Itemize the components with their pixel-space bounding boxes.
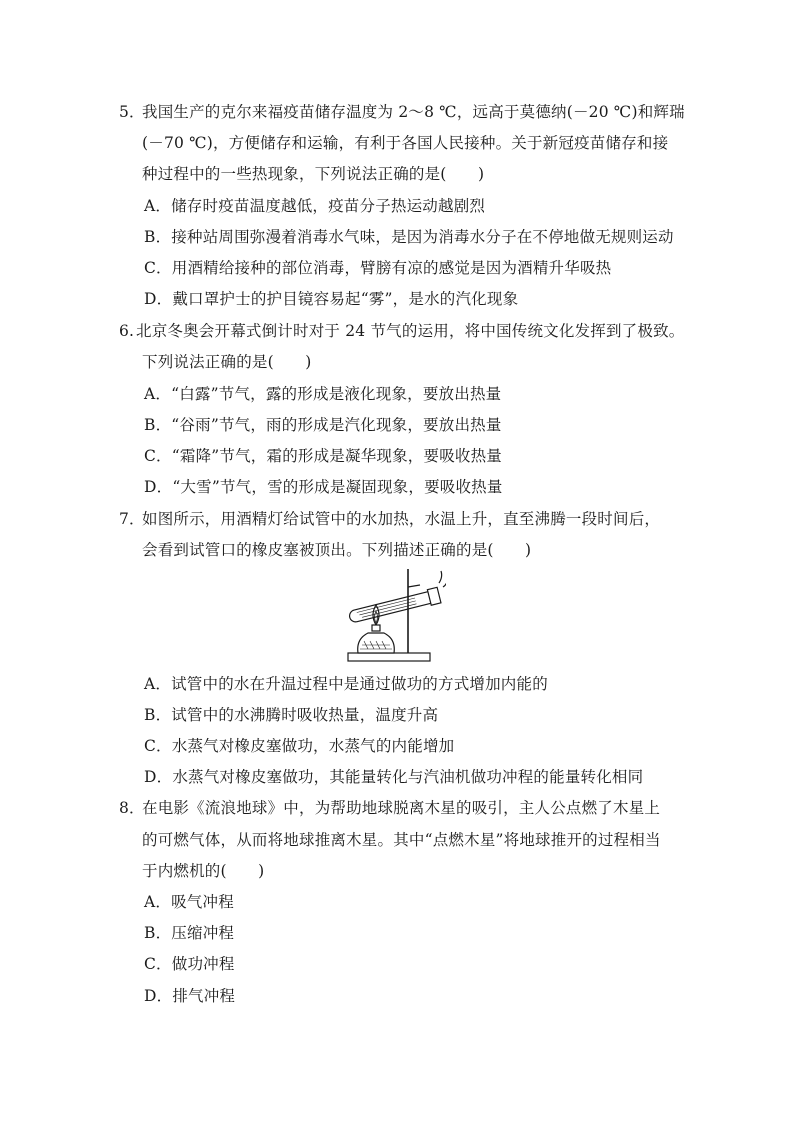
clamp-arm (408, 585, 420, 587)
q6-option-c: C．“霜降”节气，霜的形成是凝华现象，要吸收热量 (144, 447, 503, 465)
q8-number: 8． (119, 799, 145, 817)
q7-stem-line-1: 如图所示，用酒精灯给试管中的水加热，水温上升，直至沸腾一段时间后， (142, 510, 661, 528)
rubber-stopper (427, 587, 441, 605)
q5-stem-line-2: (－70 ℃)，方便储存和运输，有利于各国人民接种。关于新冠疫苗储存和接 (142, 134, 669, 152)
q6-option-b: B．“谷雨”节气，雨的形成是汽化现象，要放出热量 (144, 416, 502, 434)
q6-option-d: D．“大雪”节气，雪的形成是凝固现象，要吸收热量 (144, 478, 503, 496)
q5-option-d: D．戴口罩护士的护目镜容易起“雾”，是水的汽化现象 (144, 290, 519, 308)
q5-stem-line-1: 我国生产的克尔来福疫苗储存温度为 2～8 ℃，远高于莫德纳(－20 ℃)和辉瑞 (142, 103, 685, 121)
test-tube (348, 587, 441, 625)
q7-option-d: D．水蒸气对橡皮塞做功，其能量转化与汽油机做功冲程的能量转化相同 (144, 768, 644, 786)
q7-option-c: C．水蒸气对橡皮塞做功，水蒸气的内能增加 (144, 737, 455, 755)
q5-stem-line-3: 种过程中的一些热现象，下列说法正确的是( ) (142, 165, 485, 183)
alcohol-lamp-body (358, 633, 395, 653)
stand-base (348, 653, 430, 661)
pop-lines (439, 571, 446, 587)
q5-number: 5． (119, 103, 145, 121)
q7-option-b: B．试管中的水沸腾时吸收热量，温度升高 (144, 706, 439, 724)
q6-number: 6. (119, 322, 135, 340)
q7-option-a: A．试管中的水在升温过程中是通过做功的方式增加内能的 (144, 675, 548, 693)
q6-option-a: A．“白露”节气，露的形成是液化现象，要放出热量 (144, 385, 502, 403)
q8-option-d: D．排气冲程 (144, 987, 236, 1005)
lamp-neck (372, 625, 380, 631)
q8-option-b: B．压缩冲程 (144, 924, 235, 942)
test-tube-heating-figure (346, 561, 446, 667)
q7-stem-line-2: 会看到试管口的橡皮塞被顶出。下列描述正确的是( ) (142, 541, 532, 559)
q8-stem-line-3: 于内燃机的( ) (142, 862, 265, 880)
q8-option-c: C．做功冲程 (144, 955, 235, 973)
q5-option-a: A．储存时疫苗温度越低，疫苗分子热运动越剧烈 (144, 197, 486, 215)
q7-number: 7． (119, 510, 145, 528)
q6-stem-line-1: 北京冬奥会开幕式倒计时对于 24 节气的运用，将中国传统文化发挥到了极致。 (136, 322, 685, 340)
q8-option-a: A．吸气冲程 (144, 893, 234, 911)
q5-option-c: C．用酒精给接种的部位消毒，臂膀有凉的感觉是因为酒精升华吸热 (144, 259, 612, 277)
q6-stem-line-2: 下列说法正确的是( ) (142, 353, 312, 371)
q8-stem-line-1: 在电影《流浪地球》中，为帮助地球脱离木星的吸引，主人公点燃了木星上 (142, 799, 661, 817)
q8-stem-line-2: 的可燃气体，从而将地球推离木星。其中“点燃木星”将地球推开的过程相当 (142, 831, 661, 849)
q5-option-b: B．接种站周围弥漫着消毒水气味，是因为消毒水分子在不停地做无规则运动 (144, 228, 674, 246)
